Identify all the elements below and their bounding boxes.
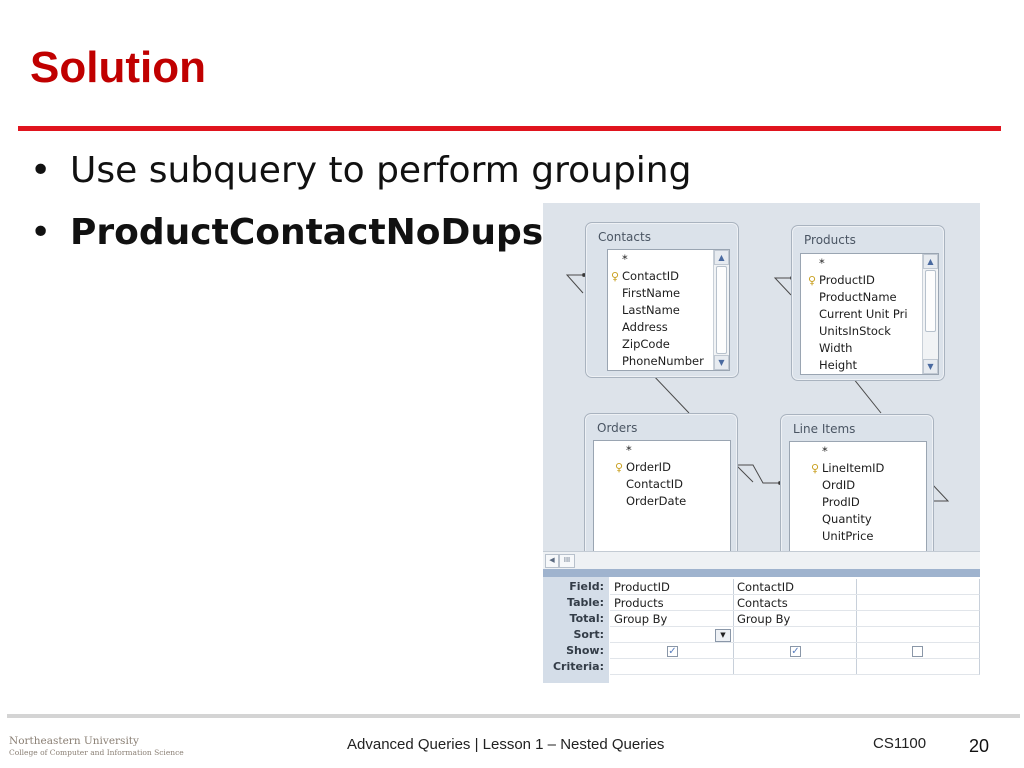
grid-label-field: Field: bbox=[569, 580, 604, 593]
grid-cell-criteria[interactable] bbox=[610, 659, 734, 675]
table-pane bbox=[543, 203, 980, 551]
design-grid bbox=[543, 577, 980, 683]
query-designer-screenshot bbox=[543, 203, 980, 683]
grid-label-table: Table: bbox=[566, 596, 604, 609]
field-item[interactable]: UnitsInStock bbox=[819, 324, 891, 338]
field-item[interactable]: FirstName bbox=[622, 286, 681, 300]
bullet-text: ProductContactNoDups bbox=[70, 212, 544, 253]
relationship-line-left-contacts bbox=[567, 275, 583, 293]
pane-splitter[interactable] bbox=[543, 569, 980, 577]
field-item[interactable]: * bbox=[622, 252, 628, 266]
field-item[interactable]: ♀ ProductID bbox=[805, 272, 875, 289]
scroll-up-arrow-icon[interactable]: ▲ bbox=[923, 254, 938, 269]
show-checkbox[interactable]: ✓ bbox=[791, 646, 800, 657]
vertical-scrollbar[interactable] bbox=[713, 250, 729, 370]
field-item[interactable]: ♀ ContactID bbox=[608, 268, 679, 285]
scroll-thumb[interactable] bbox=[716, 266, 727, 354]
show-checkbox[interactable]: ✓ bbox=[668, 646, 677, 657]
grid-cell-criteria[interactable] bbox=[856, 659, 980, 675]
table-title: Orders bbox=[597, 421, 638, 435]
vertical-scrollbar[interactable] bbox=[922, 254, 938, 374]
field-item[interactable]: Width bbox=[819, 341, 853, 355]
primary-key-icon: ♀ bbox=[610, 270, 620, 283]
table-title: Products bbox=[804, 233, 856, 247]
bullet-item bbox=[30, 140, 691, 202]
primary-key-icon: ♀ bbox=[614, 461, 624, 474]
grid-row-labels bbox=[543, 577, 609, 683]
grid-cell-total[interactable]: Group By bbox=[610, 611, 734, 627]
table-title: Line Items bbox=[793, 422, 856, 436]
field-list bbox=[593, 440, 731, 566]
field-item[interactable]: Address bbox=[622, 320, 668, 334]
field-item[interactable]: Current Unit Pri bbox=[819, 307, 908, 321]
field-item[interactable]: * bbox=[819, 256, 825, 270]
relationship-line-products-lineitems bbox=[853, 378, 881, 413]
grid-label-show: Show: bbox=[566, 644, 604, 657]
grid-cell-field[interactable] bbox=[856, 579, 980, 595]
grid-cell-sort[interactable] bbox=[856, 627, 980, 643]
relationship-line-contacts-orders bbox=[651, 373, 689, 413]
field-item[interactable]: ♀ LineItemID bbox=[808, 460, 884, 477]
field-item[interactable]: ProdID bbox=[822, 495, 860, 509]
grid-cell-total[interactable] bbox=[856, 611, 980, 627]
scroll-down-arrow-icon[interactable]: ▼ bbox=[714, 355, 729, 370]
field-item[interactable]: Quantity bbox=[822, 512, 872, 526]
grid-label-criteria: Criteria: bbox=[552, 660, 604, 673]
grid-cell-field[interactable]: ContactID bbox=[733, 579, 857, 595]
relationship-line-left-products bbox=[775, 278, 791, 295]
field-item[interactable]: UnitPrice bbox=[822, 529, 874, 543]
table-orders[interactable] bbox=[584, 413, 738, 565]
scroll-up-arrow-icon[interactable]: ▲ bbox=[714, 250, 729, 265]
grid-label-sort: Sort: bbox=[573, 628, 604, 641]
field-item[interactable]: OrderDate bbox=[626, 494, 687, 508]
primary-key-icon: ♀ bbox=[807, 274, 817, 287]
field-item[interactable]: ContactID bbox=[626, 477, 683, 491]
show-checkbox[interactable] bbox=[912, 646, 923, 657]
scroll-thumb[interactable]: III bbox=[559, 554, 575, 568]
field-item[interactable]: LastName bbox=[622, 303, 680, 317]
bullet-dot: • bbox=[30, 212, 52, 253]
grid-label-total: Total: bbox=[569, 612, 604, 625]
footer-course-code: CS1100 bbox=[873, 735, 927, 752]
field-item[interactable]: ZipCode bbox=[622, 337, 670, 351]
footer-lesson-title: Advanced Queries | Lesson 1 – Nested Queries bbox=[347, 736, 665, 753]
university-name: Northeastern University bbox=[9, 735, 139, 747]
grid-cell-criteria[interactable] bbox=[733, 659, 857, 675]
grid-cell-total[interactable]: Group By bbox=[733, 611, 857, 627]
table-products[interactable] bbox=[791, 225, 945, 381]
field-item[interactable]: * bbox=[822, 444, 828, 458]
field-item[interactable]: Height bbox=[819, 358, 858, 372]
page-number: 20 bbox=[969, 736, 990, 756]
grid-cell-table[interactable]: Contacts bbox=[733, 595, 857, 611]
footer-divider bbox=[7, 714, 1020, 718]
field-item[interactable]: PhoneNumber bbox=[622, 354, 704, 368]
grid-cell-table[interactable]: Products bbox=[610, 595, 734, 611]
sort-dropdown-arrow-icon[interactable]: ▼ bbox=[715, 629, 731, 642]
title-divider bbox=[18, 126, 1001, 131]
grid-cell-sort[interactable] bbox=[733, 627, 857, 643]
bullet-dot: • bbox=[30, 150, 52, 191]
field-item[interactable]: ProductName bbox=[819, 290, 897, 304]
table-contacts[interactable] bbox=[585, 222, 739, 378]
college-name: College of Computer and Information Science bbox=[9, 747, 184, 757]
scroll-thumb[interactable] bbox=[925, 270, 936, 332]
grid-cell-table[interactable] bbox=[856, 595, 980, 611]
relationship-line-orders-lineitems bbox=[736, 465, 780, 483]
field-item[interactable]: OrdID bbox=[822, 478, 856, 492]
slide-title: Solution bbox=[30, 43, 206, 92]
scroll-left-arrow-icon[interactable]: ◀ bbox=[545, 554, 559, 568]
horizontal-scrollbar[interactable] bbox=[543, 551, 980, 570]
university-logo bbox=[9, 736, 184, 756]
primary-key-icon: ♀ bbox=[810, 462, 820, 475]
table-line-items[interactable] bbox=[780, 414, 934, 566]
field-list bbox=[789, 441, 927, 567]
field-item[interactable]: ♀ OrderID bbox=[612, 459, 671, 476]
scroll-down-arrow-icon[interactable]: ▼ bbox=[923, 359, 938, 374]
relationship-line-orders-lineitems-tick bbox=[736, 465, 753, 482]
bullet-text: Use subquery to perform grouping bbox=[70, 150, 692, 191]
grid-cell-field[interactable]: ProductID bbox=[610, 579, 734, 595]
field-list bbox=[800, 253, 939, 375]
field-list bbox=[607, 249, 730, 371]
table-title: Contacts bbox=[598, 230, 651, 244]
field-item[interactable]: * bbox=[626, 443, 632, 457]
